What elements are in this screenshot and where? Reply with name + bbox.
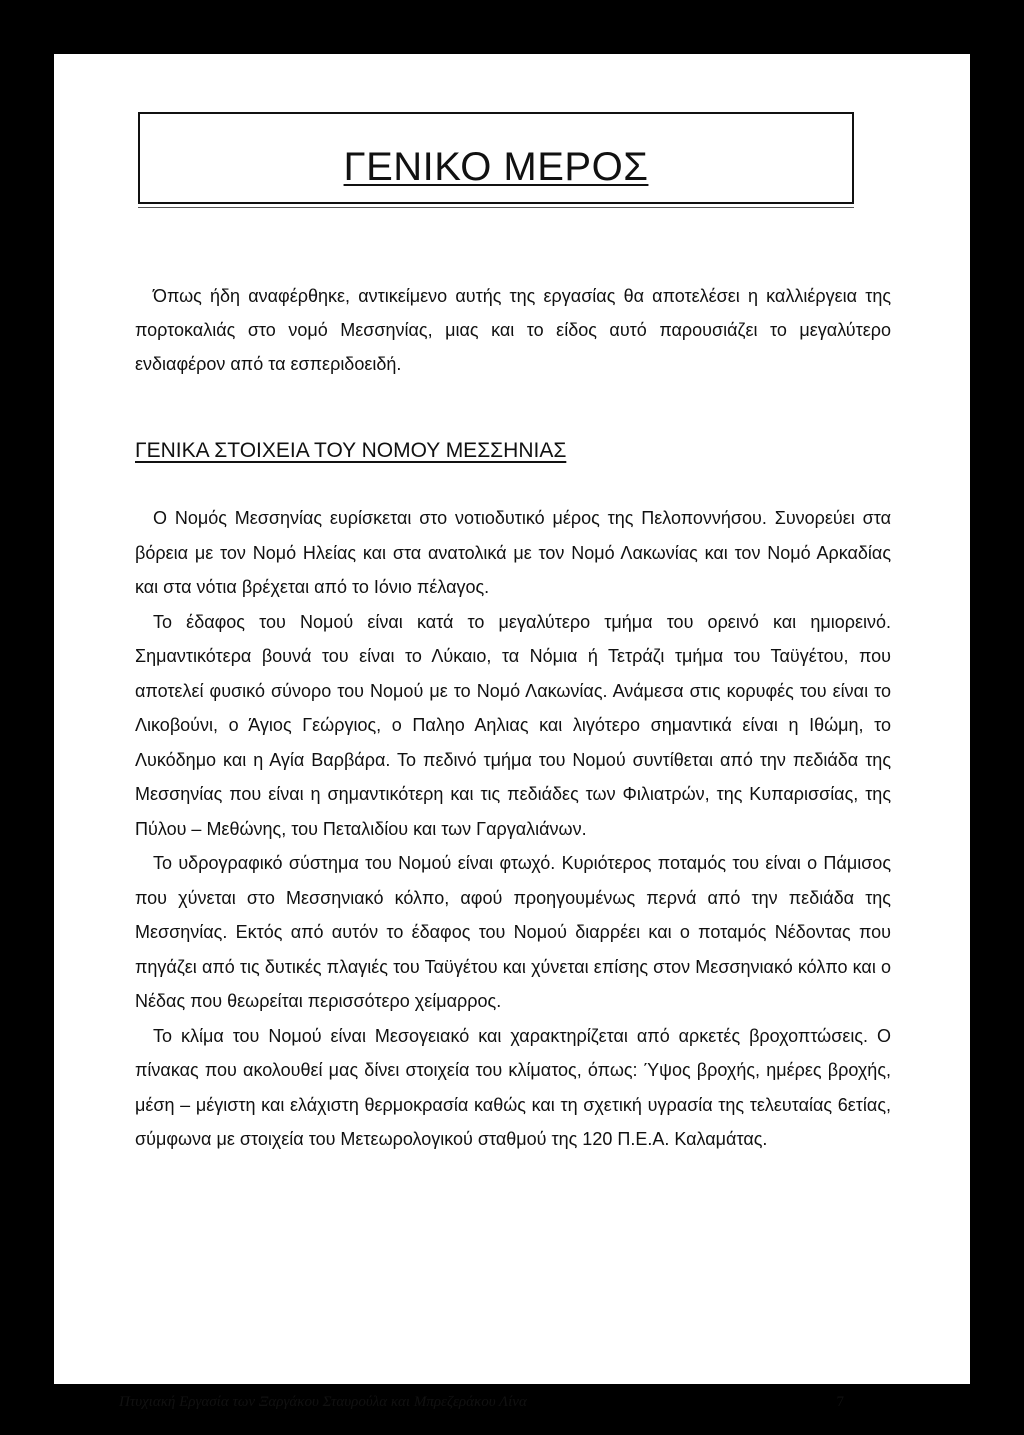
footer-text: Πτυχιακή Εργασία των Ξαργάκου Σταυρούλα και Μπρεζεράκου Λίνα bbox=[119, 1394, 527, 1410]
paragraph-climate: Το κλίμα του Νομού είναι Μεσογειακό και χαρακτηρίζεται από αρκετές βροχοπτώσεις. Ο πίνακας που ακολουθεί μας δίνει στοιχεία του κλίματος, όπως: Ύψος βροχής, ημέρες βροχής, μέση – μέγιστη και ελάχιστη θερμοκρασία καθώς και τη σχετική υγρασία της τελευταίας 6ετίας, σύμφωνα με στοιχεία του Μετεωρολογικού σταθμού της 120 Π.Ε.Α. Καλαμάτας. bbox=[135, 1025, 891, 1149]
page-number: 7 bbox=[836, 1394, 844, 1410]
paragraph-terrain: Το έδαφος του Νομού είναι κατά το μεγαλύτερο τμήμα του ορεινό και ημιορεινό. Σημαντικότερα βουνά του είναι το Λύκαιο, τα Νόμια ή Τετράζι τμήμα του Ταϋγέτου, που αποτελεί φυσικό σύνορο του Νομού με το Νομό Λακωνίας. Ανάμεσα στις κορυφές του είναι το Λικοβούνι, ο Άγιος Γεώργιος, ο Παληο Αηλιας και λιγότερο σημαντικά είναι η Ιθώμη, το Λυκόδημο και η Αγία Βαρβάρα. Το πεδινό τμήμα του Νομού συντίθεται από την πεδιάδα της Μεσσηνίας που είναι η σημαντικότερη και τις πεδιάδες των Φιλιατρών, της Κυπαρισσίας, της Πύλου – Μεθώνης, του Πεταλιδίου και των Γαργαλιάνων. bbox=[135, 611, 891, 839]
paragraph-location: Ο Νομός Μεσσηνίας ευρίσκεται στο νοτιοδυτικό μέρος της Πελοποννήσου. Συνορεύει στα βόρεια με τον Νομό Ηλείας και στα ανατολικά με τον Νομό Λακωνίας και τον Νομό Αρκαδίας και στα νότια βρέχεται από το Ιόνιο πέλαγος. bbox=[135, 508, 891, 597]
intro-paragraph: Όπως ήδη αναφέρθηκε, αντικείμενο αυτής της εργασίας θα αποτελέσει η καλλιέργεια της πορτοκαλιάς στο νομό Μεσσηνίας, μιας και το είδος αυτό παρουσιάζει το μεγαλύτερο ενδιαφέρον από τα εσπεριδοειδή. bbox=[135, 286, 891, 374]
document-page bbox=[54, 54, 970, 1410]
document-content bbox=[135, 279, 891, 1157]
title-box bbox=[138, 112, 854, 204]
section-heading: ΓΕΝΙΚΑ ΣΤΟΙΧΕΙΑ ΤΟΥ ΝΟΜΟΥ ΜΕΣΣΗΝΙΑΣ bbox=[135, 439, 567, 462]
paragraph-hydrography: Το υδρογραφικό σύστημα του Νομού είναι φτωχό. Κυριότερος ποταμός του είναι ο Πάμισος που χύνεται στο Μεσσηνιακό κόλπο, αφού προηγουμένως περνά από την πεδιάδα της Μεσσηνίας. Εκτός από αυτόν το έδαφος του Νομού διαρρέει και ο ποταμός Νέδοντας που πηγάζει από τις δυτικές πλαγιές του Ταϋγέτου και χύνεται επίσης στον Μεσσηνιακό κόλπο και ο Νέδας που θεωρείται περισσότερο χείμαρρος. bbox=[135, 853, 891, 1011]
page-title: ΓΕΝΙΚΟ ΜΕΡΟΣ bbox=[343, 145, 649, 189]
body-text bbox=[135, 501, 891, 1157]
